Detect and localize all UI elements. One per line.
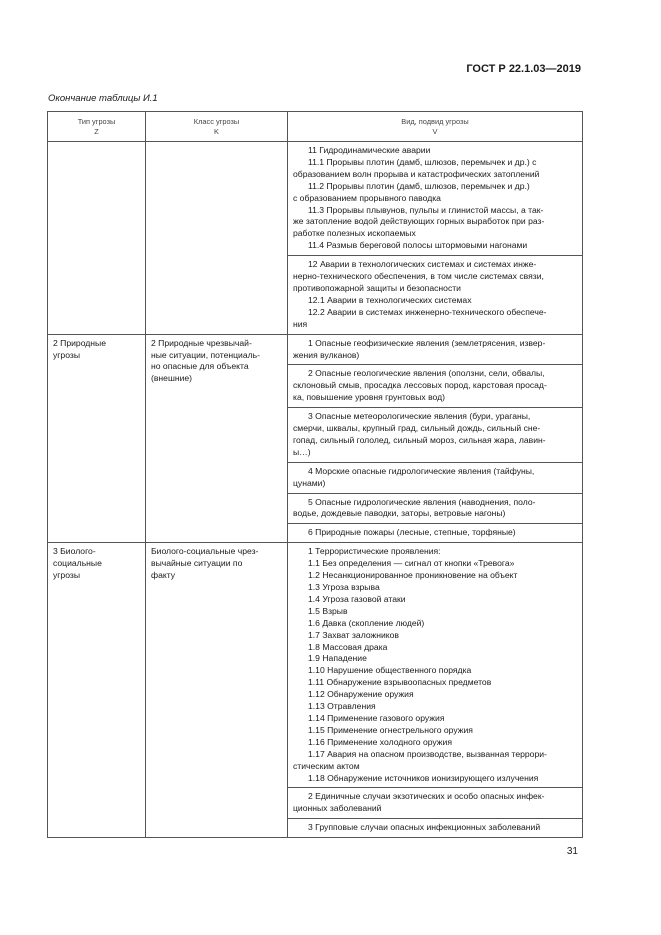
- threat-type-cell: [48, 142, 146, 335]
- text-line: цунами): [293, 477, 326, 488]
- text-line: жения вулканов): [293, 349, 360, 360]
- threat-kind-cell: [288, 256, 583, 334]
- threat-kind-cell: [288, 142, 583, 256]
- text-line: 1.8 Массовая драка: [308, 641, 388, 652]
- text-line: но опасные для объекта: [151, 361, 249, 372]
- text-line: работке полезных ископаемых: [293, 228, 416, 239]
- table-row: [48, 142, 583, 256]
- column-header-kind: [288, 112, 583, 142]
- text-line: 5 Опасные гидрологические явления (наводнения, поло-: [308, 496, 536, 507]
- text-line: ные ситуации, потенциаль-: [151, 349, 260, 360]
- text-line: 1.3 Угроза взрыва: [308, 582, 380, 592]
- text-line: 4 Морские опасные гидрологические явления (тайфуны,: [308, 465, 535, 476]
- text-line: 1.14 Применение газового оружия: [308, 712, 445, 723]
- text-line: 1.17 Авария на опасном производстве, вызванная террори-: [308, 748, 547, 759]
- text-line: 1.9 Нападение: [308, 653, 367, 664]
- text-line: Биолого-социальные чрез-: [151, 546, 259, 557]
- threat-kind-cell: [288, 543, 583, 788]
- threat-type-cell: [48, 543, 146, 838]
- text-line: 3 Групповые случаи опасных инфекционных заболеваний: [308, 822, 541, 833]
- text-line: вычайные ситуации по: [151, 558, 243, 569]
- threat-kind-cell: [288, 788, 583, 819]
- text-line: 1.12 Обнаружение оружия: [308, 689, 414, 700]
- text-line: 12.1 Аварии в технологических системах: [308, 294, 472, 305]
- text-line: 11.1 Прорывы плотин (дамб, шлюзов, перемычек и др.) с: [308, 156, 537, 167]
- threat-class-cell: [146, 543, 288, 838]
- text-line: 11.3 Прорывы плывунов, пульпы и глинистой массы, а так-: [308, 204, 544, 215]
- text-line: 1.5 Взрыв: [308, 605, 348, 616]
- column-header-label: Класс угрозы: [193, 117, 240, 126]
- text-line: факту: [151, 570, 176, 581]
- table-row: [48, 543, 583, 788]
- threat-class-cell: [146, 142, 288, 335]
- text-line: 1.4 Угроза газовой атаки: [308, 593, 406, 604]
- text-line: 3 Опасные метеорологические явления (бури, ураганы,: [308, 411, 531, 422]
- text-line: же затопление водой действующих горных выработок при раз-: [293, 216, 545, 227]
- text-line: 2 Опасные геологические явления (оползни, сели, обвалы,: [308, 368, 545, 379]
- text-line: нерно-технического обеспечения, в том числе системах связи,: [293, 271, 544, 282]
- table-row: [48, 334, 583, 365]
- text-line: (внешние): [151, 373, 193, 384]
- threat-kind-cell: [288, 462, 583, 493]
- text-line: угрозы: [53, 570, 81, 581]
- text-line: 11.4 Размыв береговой полосы штормовыми нагонами: [308, 240, 528, 251]
- text-line: 2 Природные чрезвычай-: [151, 337, 252, 348]
- text-line: 1.18 Обнаружение источников ионизирующего излучения: [308, 772, 539, 783]
- column-header-type: [48, 112, 146, 142]
- table-caption: Окончание таблицы И.1: [48, 93, 158, 104]
- threat-class-cell: [146, 334, 288, 543]
- text-line: противопожарной защиты и безопасности: [293, 282, 461, 293]
- text-line: 1.2 Несанкционированное проникновение на объект: [308, 570, 518, 581]
- text-line: 6 Природные пожары (лесные, степные, торфяные): [308, 527, 516, 538]
- threat-kind-cell: [288, 365, 583, 408]
- threat-kind-cell: [288, 524, 583, 543]
- text-line: 11 Гидродинамические аварии: [308, 145, 431, 155]
- threat-kind-cell: [288, 819, 583, 838]
- text-line: ка, повышение уровня грунтовых вод): [293, 392, 446, 403]
- table-header-row: [48, 112, 583, 142]
- threat-type-cell: [48, 334, 146, 543]
- text-line: стическим актом: [293, 760, 360, 771]
- text-line: 1.16 Применение холодного оружия: [308, 736, 452, 747]
- text-line: 2 Единичные случаи экзотических и особо опасных инфек-: [308, 791, 545, 802]
- text-line: 12.2 Аварии в системах инженерно-технического обеспече-: [308, 306, 547, 317]
- text-line: смерчи, шквалы, крупный град, сильный дождь, сильный сне-: [293, 423, 541, 434]
- text-line: 1.6 Давка (скопление людей): [308, 617, 425, 628]
- threat-kind-cell: [288, 408, 583, 463]
- text-line: 12 Аварии в технологических системах и системах инже-: [308, 259, 537, 270]
- text-line: 1.15 Применение огнестрельного оружия: [308, 724, 473, 735]
- column-header-label: Тип угрозы: [77, 117, 116, 126]
- text-line: 11.2 Прорывы плотин (дамб, шлюзов, перемычек и др.): [308, 180, 530, 191]
- column-header-code: Z: [94, 127, 99, 136]
- threat-kind-cell: [288, 334, 583, 365]
- text-line: с образованием прорывного паводка: [293, 192, 441, 203]
- text-line: 1.1 Без определения — сигнал от кнопки «Тревога»: [308, 558, 515, 569]
- text-line: 1.11 Обнаружение взрывоопасных предметов: [308, 677, 492, 688]
- text-line: 2 Природные: [53, 337, 107, 348]
- text-line: ционных заболеваний: [293, 803, 382, 814]
- text-line: склоновый смыв, просадка лессовых пород, карстовая просад-: [293, 380, 547, 391]
- text-line: 1.7 Захват заложников: [308, 629, 399, 640]
- text-line: 1.10 Нарушение общественного порядка: [308, 665, 472, 676]
- threat-table: [47, 111, 583, 838]
- text-line: 1 Террористические проявления:: [308, 546, 441, 557]
- column-header-class: [146, 112, 288, 142]
- text-line: 1 Опасные геофизические явления (землетрясения, извер-: [308, 337, 546, 348]
- standard-number: ГОСТ Р 22.1.03—2019: [466, 63, 581, 75]
- text-line: 1.13 Отравления: [308, 701, 376, 712]
- threat-kind-cell: [288, 493, 583, 524]
- text-line: социальные: [53, 558, 102, 569]
- text-line: 3 Биолого-: [53, 546, 96, 557]
- text-line: гопад, сильный гололед, сильный мороз, сильная жара, лавин-: [293, 434, 546, 445]
- text-line: угрозы: [53, 349, 81, 360]
- column-header-code: K: [214, 127, 219, 136]
- text-line: ы…): [293, 446, 311, 457]
- text-line: образованием волн прорыва и катастрофических затоплений: [293, 168, 540, 179]
- column-header-label: Вид, подвид угрозы: [401, 117, 469, 126]
- page-number: 31: [566, 846, 578, 857]
- column-header-code: V: [432, 127, 438, 136]
- text-line: ния: [293, 318, 308, 329]
- text-line: водье, дождевые паводки, заторы, ветровые нагоны): [293, 508, 506, 519]
